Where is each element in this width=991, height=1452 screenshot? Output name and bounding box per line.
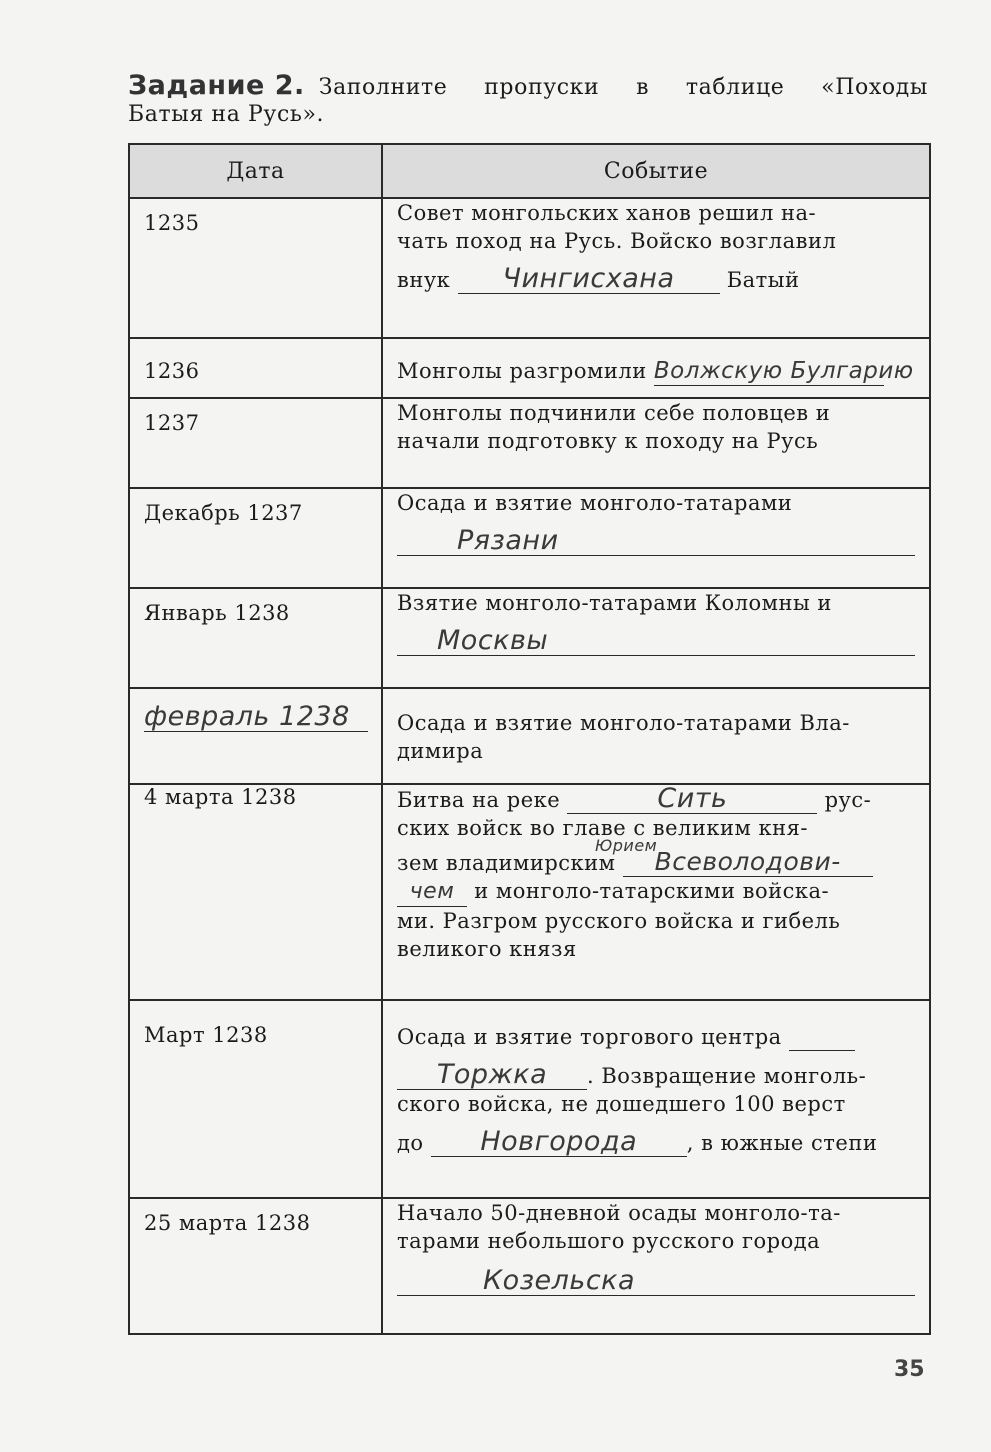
answer-field[interactable]: Чингисхана bbox=[458, 265, 720, 294]
row-event: Битва на реке Сить рус- ских войск во главе с великим кня- Юрием зем владимирским Всеволодови- чем и монголо-татарскими войска- ми. Разгром русского войска и гибель великого князя bbox=[382, 784, 930, 1000]
column-header-date: Дата bbox=[129, 144, 382, 198]
task-text-line2: Батыя на Русь». bbox=[128, 102, 325, 127]
table-row bbox=[129, 688, 930, 784]
column-header-event: Событие bbox=[382, 144, 930, 198]
row-event: Осада и взятие торгового центра Торжка . Возвращение монголь- ского войска, не дошедшего 100 верст до Новгорода , в южные степи bbox=[382, 1000, 930, 1198]
row-event: Монголы разгромили Волжскую Булгарию bbox=[382, 338, 930, 398]
row-event: Совет монгольских ханов решил на- чать поход на Русь. Войско возглавил внук Чингисхана Батый bbox=[382, 198, 930, 338]
row-event: Начало 50-дневной осады монголо-та- тарами небольшого русского города Козельска bbox=[382, 1198, 930, 1334]
answer-field[interactable]: Москвы bbox=[397, 627, 915, 656]
name-answer-field[interactable]: Всеволодови- bbox=[623, 848, 873, 877]
row-date: Март 1238 bbox=[144, 1023, 268, 1047]
river-answer-field[interactable]: Сить bbox=[567, 785, 817, 814]
answer-field[interactable]: Козельска bbox=[397, 1267, 915, 1296]
campaigns-table bbox=[128, 143, 931, 1335]
row-date: Январь 1238 bbox=[144, 601, 290, 625]
date-answer-field[interactable]: февраль 1238 bbox=[144, 703, 368, 732]
row-event: Взятие монголо-татарами Коломны и Москвы bbox=[382, 588, 930, 688]
town-answer-field[interactable]: Торжка bbox=[397, 1061, 587, 1090]
task-label: Задание 2. bbox=[128, 70, 305, 101]
table-row bbox=[129, 398, 930, 488]
table-row bbox=[129, 198, 930, 338]
table-row bbox=[129, 784, 930, 1000]
table-header-row bbox=[129, 144, 930, 198]
row-date: 4 марта 1238 bbox=[144, 785, 297, 809]
row-event: Монголы подчинили себе половцев и начали подготовку к походу на Русь bbox=[382, 398, 930, 488]
task-text-line1: Заполните пропуски в таблице «Походы bbox=[318, 75, 928, 100]
answer-field[interactable]: Рязани bbox=[397, 527, 915, 556]
table-row bbox=[129, 588, 930, 688]
row-event: Осада и взятие монголо-татарами Рязани bbox=[382, 488, 930, 588]
row-date: 1236 bbox=[144, 359, 200, 383]
table-row bbox=[129, 338, 930, 398]
row-event: Осада и взятие монголо-татарами Вла- димира bbox=[382, 688, 930, 784]
name-answer-end[interactable]: чем bbox=[397, 878, 467, 907]
row-date: Декабрь 1237 bbox=[144, 501, 303, 525]
answer-field[interactable]: Волжскую Булгарию bbox=[653, 358, 914, 384]
page-number: 35 bbox=[894, 1357, 925, 1382]
task-header bbox=[128, 72, 928, 128]
name-answer-top: Юрием bbox=[595, 836, 658, 855]
city-answer-field[interactable]: Новгорода bbox=[431, 1128, 687, 1157]
row-date: 25 марта 1238 bbox=[144, 1211, 311, 1235]
row-date: 1237 bbox=[144, 411, 200, 435]
table-row bbox=[129, 1000, 930, 1198]
table-row bbox=[129, 488, 930, 588]
table-row bbox=[129, 1198, 930, 1334]
row-date: 1235 bbox=[144, 211, 200, 235]
